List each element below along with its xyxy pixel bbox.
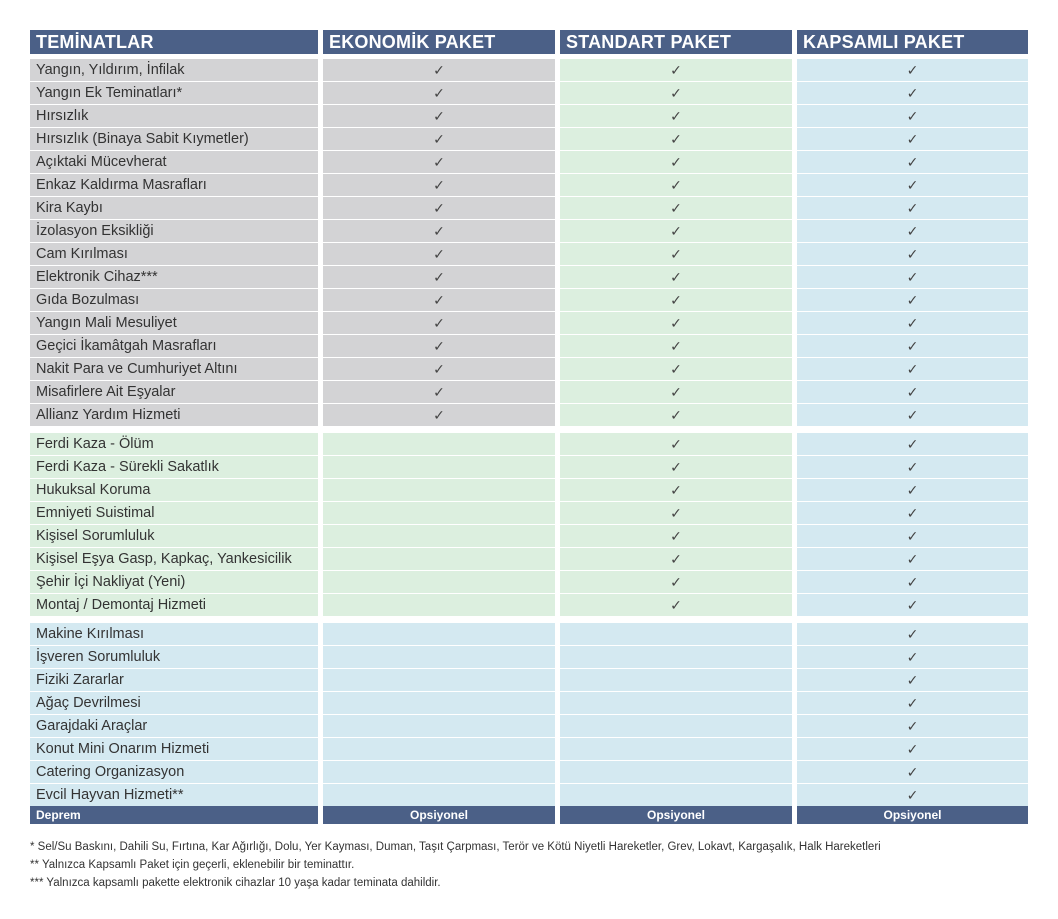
checkmark-icon: ✓ [433,338,445,354]
standart-cell [560,105,792,127]
standart-cell [560,646,792,668]
coverage-label: Catering Organizasyon [30,761,318,783]
checkmark-icon: ✓ [906,482,919,498]
header-kapsamli-paket: KAPSAMLI PAKET [797,30,1028,54]
checkmark-icon: ✓ [433,200,445,216]
coverage-label: Fiziki Zararlar [30,669,318,691]
ekonomik-cell [323,82,555,104]
coverage-label: Kira Kaybı [30,197,318,219]
coverage-label: Nakit Para ve Cumhuriyet Altını [30,358,318,380]
ekonomik-cell [323,479,555,501]
standart-cell [560,456,792,478]
kapsamli-cell [797,59,1028,81]
standart-cell [560,289,792,311]
checkmark-icon: ✓ [670,361,682,377]
ekonomik-cell [323,266,555,288]
standart-cell [560,174,792,196]
ekonomik-cell [323,692,555,714]
kapsamli-cell [797,594,1028,616]
footnote-1: * Sel/Su Baskını, Dahili Su, Fırtına, Kar Ağırlığı, Dolu, Yer Kayması, Duman, Taşıt Çarpması, Terör ve Kötü Niyetli Hareketler, Grev, Lokavt, Kargaşalık, Halk Hareketleri [30,841,881,853]
coverage-label: Konut Mini Onarım Hizmeti [30,738,318,760]
checkmark-icon: ✓ [670,200,682,216]
standart-cell [560,266,792,288]
checkmark-icon: ✓ [433,131,445,147]
checkmark-icon: ✓ [670,292,682,308]
checkmark-icon: ✓ [433,361,445,377]
standart-cell [560,220,792,242]
ekonomik-cell [323,312,555,334]
coverage-label: Şehir İçi Nakliyat (Yeni) [30,571,318,593]
standart-opsiyonel: Opsiyonel [560,806,792,824]
coverage-label: Evcil Hayvan Hizmeti** [30,784,318,806]
checkmark-icon: ✓ [906,718,919,734]
coverage-label: İşveren Sorumluluk [30,646,318,668]
ekonomik-cell [323,548,555,570]
kapsamli-cell [797,456,1028,478]
standart-cell [560,784,792,806]
kapsamli-cell [797,243,1028,265]
ekonomik-cell [323,335,555,357]
checkmark-icon: ✓ [906,551,919,567]
kapsamli-cell [797,312,1028,334]
checkmark-icon: ✓ [670,528,682,544]
coverage-label: Yangın Ek Teminatları* [30,82,318,104]
coverage-label: Kişisel Sorumluluk [30,525,318,547]
checkmark-icon: ✓ [906,292,919,308]
ekonomik-cell [323,358,555,380]
checkmark-icon: ✓ [670,338,682,354]
standart-cell [560,623,792,645]
checkmark-icon: ✓ [670,154,682,170]
checkmark-icon: ✓ [670,315,682,331]
checkmark-icon: ✓ [906,246,919,262]
coverage-label: İzolasyon Eksikliği [30,220,318,242]
checkmark-icon: ✓ [670,482,682,498]
coverage-label: Makine Kırılması [30,623,318,645]
coverage-label: Emniyeti Suistimal [30,502,318,524]
kapsamli-cell [797,669,1028,691]
checkmark-icon: ✓ [906,528,919,544]
kapsamli-cell [797,571,1028,593]
ekonomik-cell [323,571,555,593]
ekonomik-cell [323,502,555,524]
standart-cell [560,669,792,691]
checkmark-icon: ✓ [906,177,919,193]
checkmark-icon: ✓ [433,292,445,308]
kapsamli-cell [797,404,1028,426]
checkmark-icon: ✓ [906,407,919,423]
checkmark-icon: ✓ [906,574,919,590]
coverage-label: Cam Kırılması [30,243,318,265]
standart-cell [560,761,792,783]
header-standart-paket: STANDART PAKET [560,30,792,54]
kapsamli-cell [797,761,1028,783]
checkmark-icon: ✓ [670,407,682,423]
coverage-label: Açıktaki Mücevherat [30,151,318,173]
checkmark-icon: ✓ [906,108,919,124]
checkmark-icon: ✓ [670,436,682,452]
footnote-2: ** Yalnızca Kapsamlı Paket için geçerli, eklenebilir bir teminattır. [30,859,355,871]
coverage-label: Montaj / Demontaj Hizmeti [30,594,318,616]
standart-cell [560,358,792,380]
kapsamli-cell [797,548,1028,570]
coverage-label: Hırsızlık (Binaya Sabit Kıymetler) [30,128,318,150]
checkmark-icon: ✓ [906,200,919,216]
ekonomik-cell [323,243,555,265]
coverage-label: Yangın, Yıldırım, İnfilak [30,59,318,81]
standart-cell [560,335,792,357]
checkmark-icon: ✓ [906,62,919,78]
checkmark-icon: ✓ [433,177,445,193]
kapsamli-opsiyonel: Opsiyonel [797,806,1028,824]
ekonomik-cell [323,151,555,173]
checkmark-icon: ✓ [670,597,682,613]
checkmark-icon: ✓ [906,269,919,285]
standart-cell [560,151,792,173]
kapsamli-cell [797,479,1028,501]
checkmark-icon: ✓ [670,246,682,262]
ekonomik-cell [323,381,555,403]
coverage-label: Geçici İkamâtgah Masrafları [30,335,318,357]
ekonomik-cell [323,197,555,219]
checkmark-icon: ✓ [906,626,919,642]
standart-cell [560,404,792,426]
checkmark-icon: ✓ [906,649,919,665]
standart-cell [560,525,792,547]
ekonomik-cell [323,784,555,806]
standart-cell [560,312,792,334]
ekonomik-cell [323,433,555,455]
ekonomik-cell [323,646,555,668]
checkmark-icon: ✓ [906,85,919,101]
kapsamli-cell [797,151,1028,173]
ekonomik-cell [323,525,555,547]
ekonomik-cell [323,128,555,150]
checkmark-icon: ✓ [906,338,919,354]
kapsamli-cell [797,82,1028,104]
ekonomik-cell [323,669,555,691]
standart-cell [560,548,792,570]
footnotes [30,838,881,892]
ekonomik-cell [323,220,555,242]
ekonomik-opsiyonel: Opsiyonel [323,806,555,824]
standart-cell [560,715,792,737]
checkmark-icon: ✓ [670,384,682,400]
checkmark-icon: ✓ [906,436,919,452]
kapsamli-cell [797,784,1028,806]
checkmark-icon: ✓ [906,459,919,475]
ekonomik-cell [323,59,555,81]
kapsamli-cell [797,266,1028,288]
kapsamli-cell [797,105,1028,127]
checkmark-icon: ✓ [433,85,445,101]
checkmark-icon: ✓ [906,223,919,239]
coverage-label: Enkaz Kaldırma Masrafları [30,174,318,196]
standart-cell [560,128,792,150]
checkmark-icon: ✓ [670,108,682,124]
checkmark-icon: ✓ [433,108,445,124]
checkmark-icon: ✓ [906,672,919,688]
checkmark-icon: ✓ [670,551,682,567]
coverage-label: Misafirlere Ait Eşyalar [30,381,318,403]
kapsamli-cell [797,197,1028,219]
kapsamli-cell [797,433,1028,455]
standart-cell [560,479,792,501]
kapsamli-cell [797,220,1028,242]
checkmark-icon: ✓ [433,154,445,170]
checkmark-icon: ✓ [906,131,919,147]
checkmark-icon: ✓ [906,741,919,757]
ekonomik-cell [323,594,555,616]
coverage-label: Hukuksal Koruma [30,479,318,501]
deprem-label: Deprem [30,806,318,824]
ekonomik-cell [323,289,555,311]
checkmark-icon: ✓ [906,315,919,331]
footnote-3: *** Yalnızca kapsamlı pakette elektronik cihazlar 10 yaşa kadar teminata dahildir. [30,877,441,889]
kapsamli-cell [797,646,1028,668]
checkmark-icon: ✓ [433,246,445,262]
header-teminatlar: TEMİNATLAR [30,30,318,54]
standart-cell [560,197,792,219]
checkmark-icon: ✓ [670,574,682,590]
kapsamli-cell [797,502,1028,524]
standart-cell [560,738,792,760]
checkmark-icon: ✓ [670,269,682,285]
coverage-label: Elektronik Cihaz*** [30,266,318,288]
ekonomik-cell [323,738,555,760]
coverage-label: Gıda Bozulması [30,289,318,311]
ekonomik-cell [323,715,555,737]
coverage-label: Yangın Mali Mesuliyet [30,312,318,334]
checkmark-icon: ✓ [433,269,445,285]
checkmark-icon: ✓ [906,695,919,711]
checkmark-icon: ✓ [433,384,445,400]
ekonomik-cell [323,761,555,783]
checkmark-icon: ✓ [433,223,445,239]
checkmark-icon: ✓ [906,764,919,780]
kapsamli-cell [797,692,1028,714]
kapsamli-cell [797,738,1028,760]
standart-cell [560,243,792,265]
coverage-label: Hırsızlık [30,105,318,127]
checkmark-icon: ✓ [433,62,445,78]
checkmark-icon: ✓ [906,361,919,377]
kapsamli-cell [797,715,1028,737]
checkmark-icon: ✓ [906,597,919,613]
ekonomik-cell [323,174,555,196]
checkmark-icon: ✓ [670,85,682,101]
checkmark-icon: ✓ [433,315,445,331]
kapsamli-cell [797,174,1028,196]
checkmark-icon: ✓ [433,407,445,423]
ekonomik-cell [323,105,555,127]
checkmark-icon: ✓ [670,505,682,521]
standart-cell [560,571,792,593]
header-ekonomik-paket: EKONOMİK PAKET [323,30,555,54]
coverage-label: Ferdi Kaza - Ölüm [30,433,318,455]
ekonomik-cell [323,456,555,478]
ekonomik-cell [323,623,555,645]
checkmark-icon: ✓ [670,177,682,193]
kapsamli-cell [797,623,1028,645]
standart-cell [560,594,792,616]
checkmark-icon: ✓ [670,223,682,239]
standart-cell [560,381,792,403]
kapsamli-cell [797,289,1028,311]
coverage-label: Ağaç Devrilmesi [30,692,318,714]
checkmark-icon: ✓ [670,459,682,475]
standart-cell [560,433,792,455]
coverage-label: Kişisel Eşya Gasp, Kapkaç, Yankesicilik [30,548,318,570]
checkmark-icon: ✓ [906,787,919,803]
kapsamli-cell [797,358,1028,380]
standart-cell [560,59,792,81]
checkmark-icon: ✓ [906,384,919,400]
checkmark-icon: ✓ [670,62,682,78]
checkmark-icon: ✓ [670,131,682,147]
coverage-label: Ferdi Kaza - Sürekli Sakatlık [30,456,318,478]
kapsamli-cell [797,128,1028,150]
kapsamli-cell [797,335,1028,357]
checkmark-icon: ✓ [906,505,919,521]
standart-cell [560,692,792,714]
kapsamli-cell [797,525,1028,547]
checkmark-icon: ✓ [906,154,919,170]
standart-cell [560,502,792,524]
coverage-label: Allianz Yardım Hizmeti [30,404,318,426]
coverage-label: Garajdaki Araçlar [30,715,318,737]
standart-cell [560,82,792,104]
ekonomik-cell [323,404,555,426]
kapsamli-cell [797,381,1028,403]
